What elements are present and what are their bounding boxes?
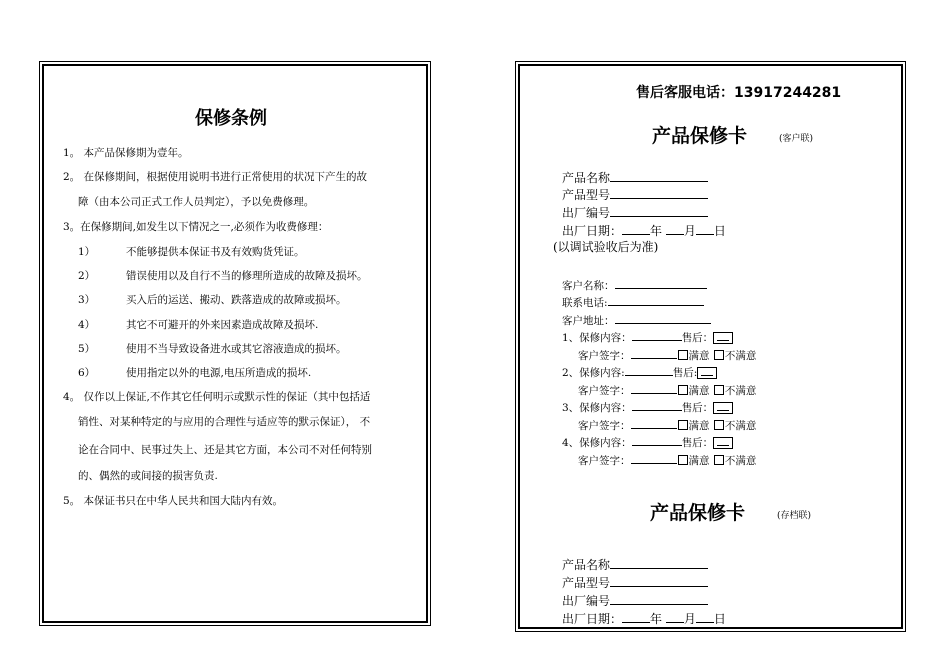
after-sale-label: 售后： [681,332,714,344]
product-model-line [610,575,708,587]
customer-signature-1[interactable] [578,347,756,363]
sub-item-num: 3） [78,294,96,306]
product-name-field[interactable] [562,170,708,186]
unsatisfied-label: 不满意 [724,455,757,467]
contact-phone-field[interactable] [562,294,704,310]
signature-label: 客户签字： [578,385,631,397]
day-label: 日 [713,224,726,238]
after-sale-box[interactable] [713,332,733,344]
signature-label: 客户签字： [578,350,631,362]
satisfied-checkbox[interactable] [678,385,688,395]
service-content-1[interactable] [562,329,733,345]
sub-item-text: 其它不可避开的外来因素造成故障及损坏. [126,319,319,331]
service-content-line [625,364,673,376]
product-name-field-archive[interactable] [562,557,708,573]
term-2: 2。 在保修期间，根据使用说明书进行正常使用的状况下产生的故 [63,171,368,183]
satisfied-label: 满意 [688,350,710,362]
customer-address-label: 客户地址： [562,315,615,327]
product-name-line [610,557,708,569]
unsatisfied-checkbox[interactable] [714,420,724,430]
after-sale-box[interactable] [713,437,733,449]
unsatisfied-label: 不满意 [724,420,757,432]
product-name-line [610,170,708,182]
sub-item-num: 6） [78,367,96,379]
serial-number-field-archive[interactable] [562,593,708,609]
signature-label: 客户签字： [578,420,631,432]
customer-name-line [615,277,707,289]
unsatisfied-label: 不满意 [724,350,757,362]
after-sale-box[interactable] [697,367,717,379]
year-line [622,223,650,235]
day-line [696,611,714,623]
product-model-label: 产品型号 [562,188,611,202]
satisfied-label: 满意 [688,385,710,397]
contact-phone-label: 联系电话: [562,297,608,309]
day-line [696,223,714,235]
product-model-label: 产品型号 [562,576,611,590]
customer-address-line [615,312,711,324]
product-model-field-archive[interactable] [562,575,708,591]
card-subtitle-archive: (存档联) [777,511,812,521]
term-2-cont: 障（由本公司正式工作人员判定），予以免费修理。 [78,196,315,208]
service-content-label: 2、保修内容: [562,367,625,379]
unsatisfied-checkbox[interactable] [714,350,724,360]
customer-signature-4[interactable] [578,452,756,468]
customer-signature-3[interactable] [578,417,756,433]
date-label: 出厂日期： [562,612,623,626]
card-title-customer: 产品保修卡 [652,125,748,147]
service-content-label: 4、保修内容： [562,437,632,449]
satisfied-label: 满意 [688,420,710,432]
sub-item-num: 1） [78,246,96,258]
sub-item-text: 不能够提供本保证书及有效购货凭证。 [126,246,305,258]
unsatisfied-checkbox[interactable] [714,455,724,465]
service-content-label: 3、保修内容： [562,402,632,414]
signature-line [631,347,677,359]
warranty-terms-title: 保修条例 [195,108,267,129]
month-line [666,611,684,623]
manufacture-date-field-archive[interactable] [562,611,726,627]
product-model-field[interactable] [562,187,708,203]
term-3: 3。在保修期间,如发生以下情况之一,必须作为收费修理： [63,221,329,233]
service-content-label: 1、保修内容： [562,332,632,344]
signature-label: 客户签字： [578,455,631,467]
customer-signature-2[interactable] [578,382,756,398]
sub-item-text: 使用不当导致设备进水或其它溶液造成的损坏。 [126,343,347,355]
serial-number-line [610,205,708,217]
term-1: 1。 本产品保修期为壹年。 [63,147,189,159]
service-content-line [632,434,682,446]
after-sale-box[interactable] [713,402,733,414]
satisfied-checkbox[interactable] [678,455,688,465]
after-sale-label: 售后： [681,437,714,449]
year-label: 年 [650,224,663,238]
manufacture-date-field[interactable] [562,223,726,239]
sub-item-num: 4） [78,319,96,331]
term-5: 5。 本保证书只在中华人民共和国大陆内有效。 [63,495,284,507]
service-content-2[interactable] [562,364,717,380]
service-content-line [632,399,682,411]
serial-number-field[interactable] [562,205,708,221]
service-content-line [632,329,682,341]
sub-item-text: 错误使用以及自行不当的修理所造成的故障及损坏。 [126,270,368,282]
service-content-3[interactable] [562,399,733,415]
signature-line [631,382,677,394]
sub-item-num: 2） [78,270,96,282]
satisfied-checkbox[interactable] [678,350,688,360]
customer-name-label: 客户名称： [562,280,615,292]
term-4-cont: 销性、对某种特定的与应用的合理性与适应等的默示保证）， 不 [78,416,371,428]
signature-line [631,417,677,429]
year-label: 年 [650,612,663,626]
signature-line [631,452,677,464]
serial-number-label: 出厂编号 [562,594,611,608]
customer-name-field[interactable] [562,277,707,293]
card-subtitle-customer: (客户联) [779,134,814,144]
date-label: 出厂日期： [562,224,623,238]
term-4: 4。 仅作以上保证,不作其它任何明示或默示性的保证（其中包括适 [63,391,371,403]
service-hotline: 售后客服电话：13917244281 [636,85,842,101]
product-model-line [610,187,708,199]
contact-phone-line [608,294,704,306]
serial-number-label: 出厂编号 [562,206,611,220]
month-line [666,223,684,235]
month-label: 月 [683,224,696,238]
sub-item-text: 使用指定以外的电源,电压所造成的损坏. [126,367,312,379]
sub-item-num: 5） [78,343,96,355]
product-name-label: 产品名称 [562,171,611,185]
term-4-cont: 的、偶然的或间接的损害负责. [78,470,218,482]
product-name-label: 产品名称 [562,558,611,572]
day-label: 日 [713,612,726,626]
customer-address-field[interactable] [562,312,711,328]
satisfied-label: 满意 [688,455,710,467]
sub-item-text: 买入后的运送、搬动、跌落造成的故障或损坏。 [126,294,347,306]
serial-number-line [610,593,708,605]
satisfied-checkbox[interactable] [678,420,688,430]
unsatisfied-label: 不满意 [724,385,757,397]
term-4-cont: 论在合同中、民事过失上、还是其它方面，本公司不对任何特别 [78,444,372,456]
date-note: (以调试验收后为准) [553,240,659,254]
service-content-4[interactable] [562,434,733,450]
after-sale-label: 售后： [681,402,714,414]
after-sale-label: 售后: [672,367,698,379]
month-label: 月 [683,612,696,626]
year-line [622,611,650,623]
card-title-archive: 产品保修卡 [650,502,746,524]
unsatisfied-checkbox[interactable] [714,385,724,395]
